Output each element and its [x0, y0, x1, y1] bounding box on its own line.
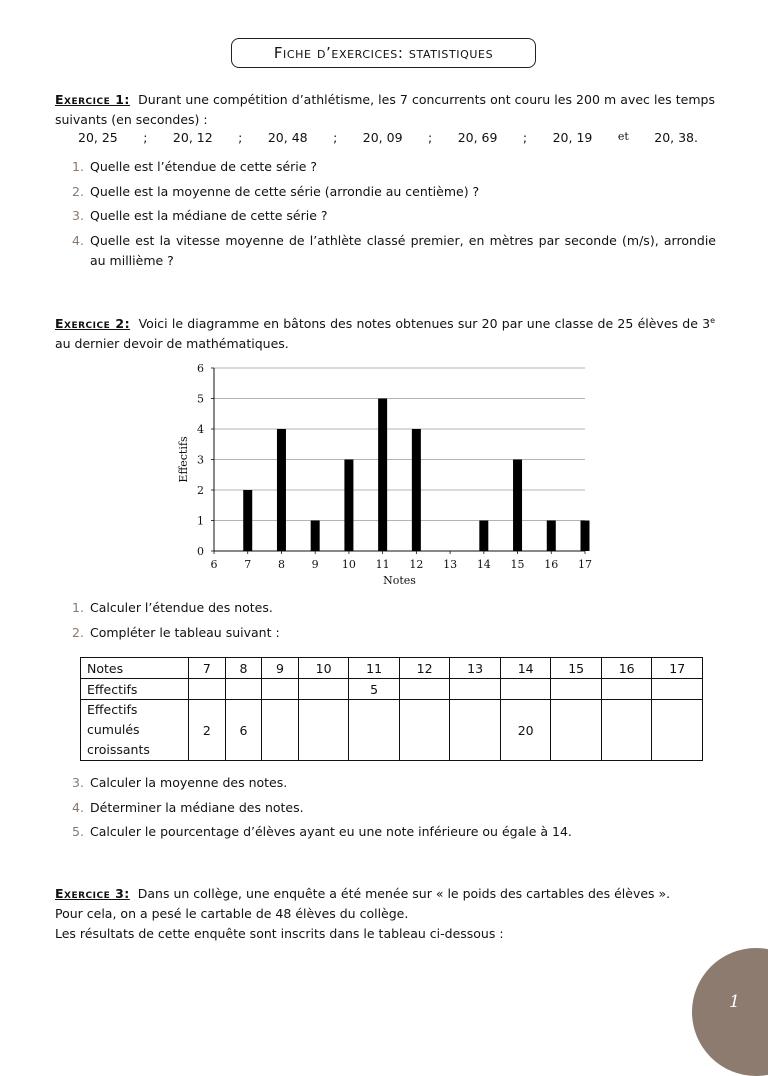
- exercise-3-line1: Dans un collège, une enquête a été menée sur « le poids des cartables des élèves ».: [137, 886, 671, 901]
- table-cell: [450, 679, 501, 700]
- time-value: 20, 09: [362, 130, 403, 145]
- bar: [513, 460, 522, 552]
- table-cell: 12: [399, 658, 450, 679]
- bar: [243, 490, 252, 551]
- table-cell: 13: [450, 658, 501, 679]
- question-text: Calculer la moyenne des notes.: [90, 775, 288, 790]
- exercise-2-text-b: au dernier devoir de mathématiques.: [55, 336, 289, 352]
- table-cell: 20: [500, 700, 551, 761]
- question-number: 3.: [72, 775, 84, 790]
- question-item: [72, 157, 716, 177]
- question-number: 3.: [72, 208, 84, 223]
- row-header-line: croissants: [87, 742, 150, 757]
- question-item: [72, 231, 716, 271]
- bar: [412, 429, 421, 551]
- table-cell: [652, 700, 703, 761]
- separator: ;: [428, 130, 433, 145]
- exercise-1-intro: [55, 90, 715, 130]
- exercise-2-sup: e: [710, 316, 716, 325]
- separator: ;: [238, 130, 243, 145]
- question-item: [72, 773, 716, 793]
- question-number: 2.: [72, 624, 84, 640]
- question-text: Quelle est la vitesse moyenne de l’athlète classé premier, en mètres par seconde (m/s), arrondie au millième ?: [90, 232, 716, 268]
- x-axis-label: Notes: [383, 574, 416, 587]
- table-cell: 5: [349, 679, 400, 700]
- row-header-line: Effectifs: [87, 702, 138, 717]
- row-header-line: cumulés: [87, 722, 140, 737]
- x-tick-label: 13: [443, 558, 458, 571]
- bar: [581, 521, 590, 552]
- x-tick-label: 8: [277, 558, 285, 571]
- exercise-1-questions: [72, 157, 716, 275]
- y-tick-label: 0: [197, 545, 204, 558]
- exercise-2-label: Exercice 2:: [55, 316, 131, 332]
- page-number: 1: [729, 992, 740, 1012]
- table-cell: [601, 700, 652, 761]
- question-text: Quelle est la moyenne de cette série (arrondie au centième) ?: [90, 183, 480, 199]
- x-tick-label: 7: [244, 558, 252, 571]
- question-text: Compléter le tableau suivant :: [90, 624, 280, 640]
- table-row-effectifs: [81, 679, 703, 700]
- table-cell: [551, 700, 602, 761]
- exercise-2-questions-b: [72, 773, 716, 847]
- exercise-3-line3: Les résultats de cette enquête sont inscrits dans le tableau ci-dessous :: [55, 926, 504, 941]
- table-cell: [189, 679, 226, 700]
- question-number: 2.: [72, 183, 84, 199]
- table-cell: 17: [652, 658, 703, 679]
- row-header: [81, 700, 189, 761]
- exercise-1-text: Durant une compétition d’athlétisme, les 7 concurrents ont couru les 200 m avec les temps suivants (en secondes) :: [55, 92, 715, 127]
- table-cell: 16: [601, 658, 652, 679]
- x-tick-label: 15: [510, 558, 525, 571]
- question-text: Quelle est l’étendue de cette série ?: [90, 159, 318, 174]
- question-number: 4.: [72, 232, 84, 248]
- x-tick-label: 17: [578, 558, 592, 571]
- page-title: Fiche d’exercices: statistiques: [231, 38, 536, 68]
- question-text: Quelle est la médiane de cette série ?: [90, 208, 328, 223]
- table-row-cumules: [81, 700, 703, 761]
- row-header: Effectifs: [81, 679, 189, 700]
- table-cell: 8: [225, 658, 262, 679]
- frequency-table: [80, 657, 703, 761]
- y-tick-label: 3: [197, 453, 204, 467]
- y-tick-label: 4: [197, 423, 204, 436]
- time-value: 20, 38.: [654, 130, 698, 145]
- table-cell: [399, 700, 450, 761]
- times-list: [78, 130, 698, 145]
- x-tick-label: 16: [544, 558, 559, 571]
- bar: [311, 521, 320, 552]
- question-item: [72, 822, 716, 842]
- table-cell: [298, 679, 349, 700]
- question-item: [72, 206, 716, 226]
- page-number-badge: [692, 948, 768, 1076]
- bar: [378, 399, 387, 552]
- x-tick-label: 14: [476, 558, 491, 571]
- row-header: Notes: [81, 658, 189, 679]
- question-item: [72, 598, 716, 618]
- x-tick-label: 6: [210, 558, 218, 571]
- question-text: Calculer l’étendue des notes.: [90, 600, 273, 615]
- table-cell: [399, 679, 450, 700]
- exercise-3-intro: [55, 884, 715, 944]
- exercise-1-label: Exercice 1:: [55, 92, 130, 107]
- table-cell: [262, 679, 299, 700]
- y-axis-label: Effectifs: [177, 436, 190, 483]
- exercise-2-intro: [55, 311, 715, 354]
- table-cell: [450, 700, 501, 761]
- table-cell: [225, 679, 262, 700]
- separator: ;: [522, 130, 528, 145]
- bar: [344, 460, 353, 552]
- table-cell: [652, 679, 703, 700]
- table-cell: 2: [189, 700, 226, 761]
- question-number: 4.: [72, 799, 84, 815]
- table-header-row: [81, 658, 703, 679]
- x-tick-label: 11: [375, 558, 390, 571]
- question-item: [72, 182, 716, 202]
- table-cell: 14: [500, 658, 551, 679]
- time-value: 20, 19: [552, 130, 593, 145]
- bar: [479, 521, 488, 552]
- bar: [277, 429, 286, 551]
- question-item: [72, 798, 716, 818]
- question-number: 1.: [72, 159, 84, 174]
- table-cell: 11: [349, 658, 400, 679]
- exercise-2-questions-a: [72, 598, 716, 647]
- table-cell: [349, 700, 400, 761]
- question-text: Déterminer la médiane des notes.: [90, 799, 304, 815]
- question-number: 1.: [72, 600, 84, 615]
- table-cell: 15: [551, 658, 602, 679]
- y-tick-label: 5: [197, 392, 204, 406]
- time-value: 20, 69: [457, 130, 498, 145]
- bar: [547, 521, 556, 552]
- question-item: [72, 623, 716, 643]
- table-cell: 9: [262, 658, 299, 679]
- table-cell: [551, 679, 602, 700]
- time-value: 20, 25: [78, 130, 118, 145]
- table-cell: [500, 679, 551, 700]
- question-number: 5.: [72, 824, 84, 839]
- table-cell: 7: [189, 658, 226, 679]
- exercise-3-label: Exercice 3:: [55, 886, 130, 901]
- x-tick-label: 10: [341, 558, 356, 571]
- x-tick-label: 12: [409, 558, 424, 571]
- table-cell: [298, 700, 349, 761]
- exercise-2-text-a: Voici le diagramme en bâtons des notes obtenues sur 20 par une classe de 25 élèves de 3: [138, 316, 711, 332]
- bar-chart: [170, 358, 600, 593]
- separator: ;: [333, 130, 338, 145]
- x-tick-label: 9: [311, 558, 319, 571]
- separator: ;: [143, 130, 148, 145]
- table-cell: [262, 700, 299, 761]
- time-value: 20, 12: [172, 130, 213, 145]
- y-tick-label: 1: [197, 514, 204, 528]
- table-cell: 6: [225, 700, 262, 761]
- exercise-3-line2: Pour cela, on a pesé le cartable de 48 élèves du collège.: [55, 906, 409, 921]
- time-value: 20, 48: [267, 130, 308, 145]
- table-cell: 10: [298, 658, 349, 679]
- question-text: Calculer le pourcentage d’élèves ayant eu une note inférieure ou égale à 14.: [90, 824, 572, 839]
- y-tick-label: 6: [197, 362, 204, 375]
- y-tick-label: 2: [197, 484, 204, 497]
- table-cell: [601, 679, 652, 700]
- conjunction: et: [617, 130, 629, 143]
